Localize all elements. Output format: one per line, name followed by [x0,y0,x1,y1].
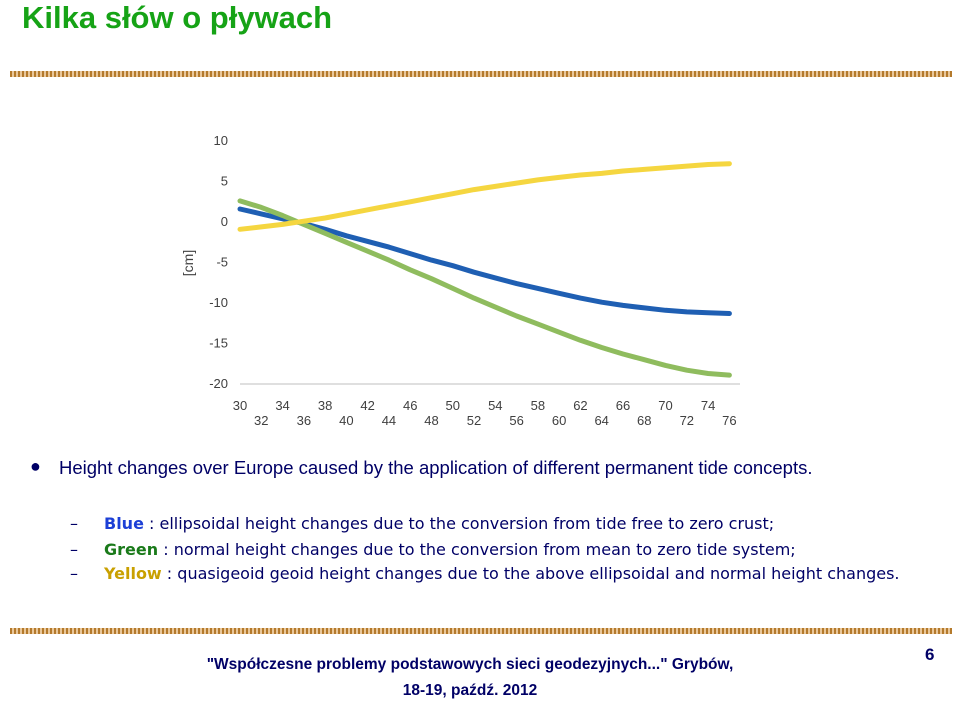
x-tick-label: 64 [594,413,609,428]
x-tick-label: 44 [381,413,397,428]
x-tick-label: 38 [317,398,333,413]
series-description-list [70,511,940,585]
page-number: 6 [925,645,935,664]
y-tick-label: -15 [209,335,228,351]
series-desc-green: : normal height changes due to the conversion from mean to zero tide system; [158,540,796,559]
x-tick-label: 66 [615,398,631,413]
slide-title: Kilka słów o pływach [22,0,333,35]
x-tick-label: 68 [637,413,652,428]
list-item-green [70,537,940,563]
bottom-divider [10,628,952,634]
footer-line-2: 18-19, paźdź. 2012 [402,682,538,699]
series-line-0 [240,209,729,314]
bullet-text: Height changes over Europe caused by the application of different permanent tide concepts. [59,457,813,478]
y-tick-label: -20 [209,376,228,391]
x-tick-label: 32 [254,413,269,428]
x-tick-label: 40 [339,413,354,428]
list-item-blue [70,511,940,537]
x-tick-label: 56 [509,413,524,428]
series-name-yellow: Yellow [104,564,162,583]
list-item-yellow [70,563,940,585]
tide-height-chart [168,120,748,440]
x-tick-label: 62 [573,398,588,413]
series-name-green: Green [104,540,159,559]
footer [150,652,790,704]
x-tick-label: 74 [700,398,716,413]
series-line-1 [240,201,729,375]
x-tick-label: 58 [530,398,546,413]
x-tick-label: 42 [360,398,375,413]
y-tick-label: -5 [216,254,228,270]
series-desc-yellow: : quasigeoid geoid height changes due to the above ellipsoidal and normal height changes. [161,564,900,583]
footer-line-1: "Współczesne problemy podstawowych sieci geodezyjnych..." Grybów, [206,656,734,673]
x-tick-label: 46 [402,398,418,413]
x-tick-label: 54 [488,398,503,413]
x-tick-label: 36 [296,413,312,428]
x-tick-label: 48 [424,413,439,428]
y-tick-label: 0 [220,214,228,229]
series-name-blue: Blue [104,514,144,533]
x-tick-label: 60 [551,413,567,428]
x-tick-label: 30 [232,398,248,413]
y-tick-label: -10 [209,295,228,310]
y-tick-label: 10 [213,133,228,148]
x-tick-label: 50 [445,398,461,413]
x-tick-label: 52 [466,413,482,428]
dash-marker: – [70,514,78,533]
series-desc-blue: : ellipsoidal height changes due to the conversion from tide free to zero crust; [143,514,775,533]
dash-marker: – [70,564,78,583]
dash-marker: – [70,540,78,559]
bullet-dot-icon: ● [30,456,41,476]
y-axis-label: [cm] [180,249,196,277]
x-tick-label: 72 [679,413,695,428]
x-tick-label: 70 [658,398,673,413]
series-line-2 [240,164,729,230]
x-tick-label: 34 [275,398,290,413]
top-divider [10,71,952,77]
x-tick-label: 76 [722,413,737,428]
y-tick-label: 5 [220,173,228,189]
